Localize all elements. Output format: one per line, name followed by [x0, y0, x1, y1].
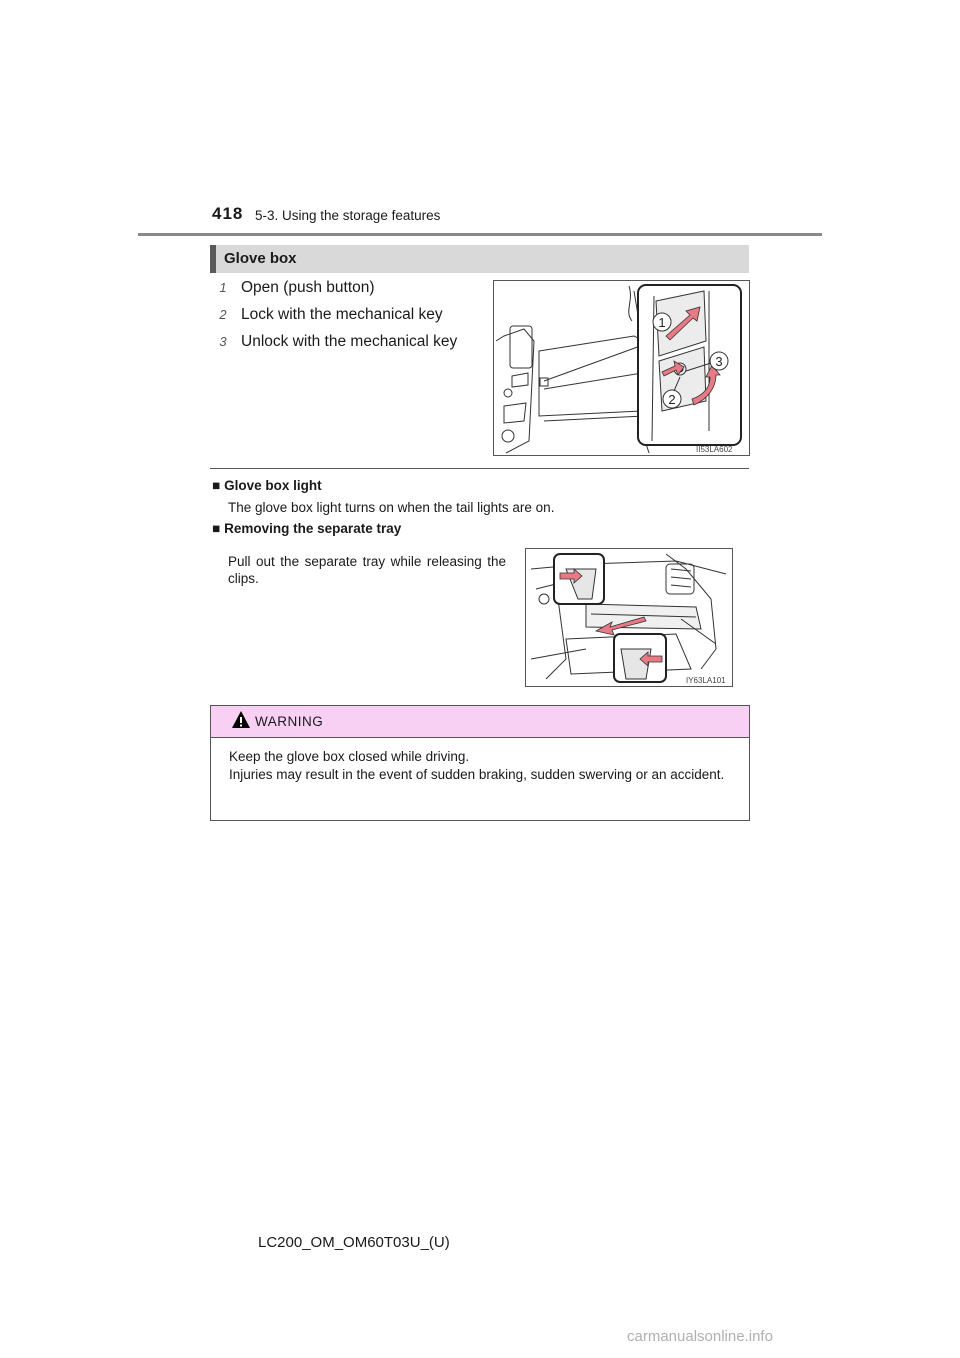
bullet-icon: ■: [212, 521, 221, 536]
light-title: Glove box light: [224, 478, 322, 493]
removing-tray-heading: [212, 521, 401, 536]
header-rule: [138, 233, 822, 236]
callout-3: 3: [715, 354, 723, 369]
bullet-icon: ■: [212, 478, 221, 493]
step-1: [216, 279, 375, 297]
warning-line-1: Keep the glove box closed while driving.: [229, 749, 470, 764]
figure-code: II53LA602: [696, 445, 733, 454]
warning-box: [210, 705, 750, 821]
warning-text: [229, 748, 741, 784]
section-rule: [210, 468, 749, 469]
callout-1: 1: [658, 315, 666, 330]
glove-box-light-text: The glove box light turns on when the tail lights are on.: [228, 500, 555, 515]
tray-figure-code: IY63LA101: [686, 676, 726, 685]
glove-box-title: Glove box: [224, 250, 297, 267]
glove-box-heading: [210, 245, 749, 273]
tray-title: Removing the separate tray: [224, 521, 402, 536]
step-text: Lock with the mechanical key: [241, 306, 443, 323]
footer-code: LC200_OM_OM60T03U_(U): [258, 1234, 450, 1251]
removing-tray-text: Pull out the separate tray while releasing the clips.: [228, 554, 506, 586]
glove-box-light-heading: [212, 478, 322, 493]
step-text: Open (push button): [241, 279, 375, 296]
step-number: 1: [219, 279, 227, 295]
step-number: 2: [219, 306, 227, 322]
warning-icon: [231, 710, 251, 730]
step-text: Unlock with the mechanical key: [241, 333, 458, 350]
watermark: carmanualsonline.info: [627, 1328, 773, 1345]
heading-accent: [210, 245, 216, 273]
step-number: 3: [219, 333, 227, 349]
glove-box-figure: [493, 280, 750, 456]
step-3: [216, 333, 457, 351]
callout-2: 2: [668, 392, 676, 407]
warning-line-2: Injuries may result in the event of sudden braking, sudden swerving or an accident.: [229, 767, 725, 782]
tray-figure: [525, 548, 733, 687]
section-title: 5-3. Using the storage features: [255, 208, 441, 223]
warning-header: [211, 706, 749, 738]
page-number: 418: [212, 204, 244, 223]
warning-label: WARNING: [255, 714, 324, 729]
step-2: [216, 306, 443, 324]
